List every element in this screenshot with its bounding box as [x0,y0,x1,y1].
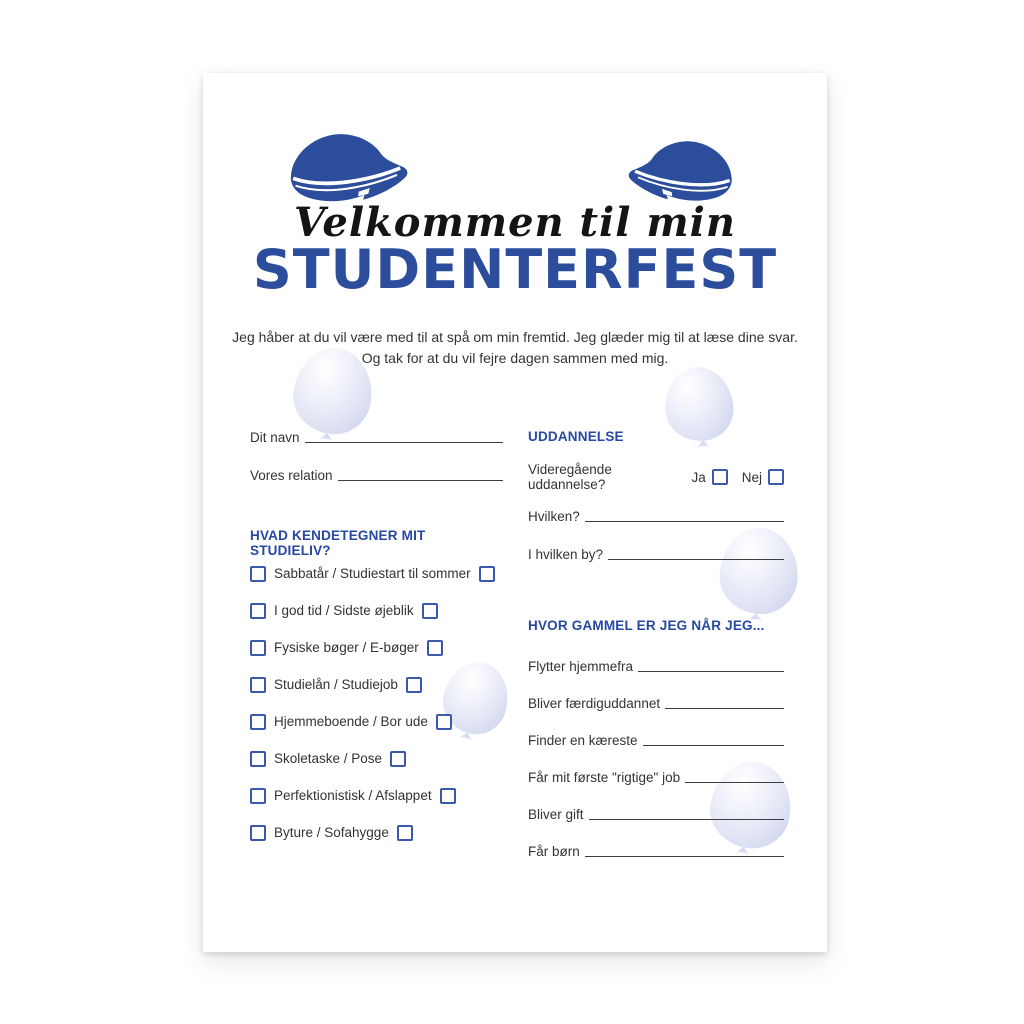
checkbox[interactable] [397,825,413,841]
checkbox[interactable] [250,751,266,767]
checkbox[interactable] [250,788,266,804]
checkbox-label: Hjemmeboende / Bor ude [274,714,428,729]
studieliv-checkbox-list [250,564,503,842]
intro-line-1: Jeg håber at du vil være med til at spå om min fremtid. Jeg glæder mig til at læse dine svar. [232,329,798,345]
right-column [528,429,784,878]
write-in-field [528,730,784,750]
alder-field-list [528,656,784,861]
write-in-field [528,804,784,824]
no-option [742,469,784,485]
field-label: Hvilken? [528,509,580,524]
write-line [608,559,784,560]
checkbox-row [250,786,503,805]
checkbox-label: Sabbatår / Studiestart til sommer [274,566,471,581]
checkbox-label: Skoletaske / Pose [274,751,383,766]
write-in-field [528,693,784,713]
write-in-field [528,542,784,564]
write-in-field [250,425,503,447]
field-label: I hvilken by? [528,547,604,562]
write-line [685,782,784,783]
section-heading-studieliv: HVAD KENDETEGNER MIT STUDIELIV? [250,528,426,558]
checkbox[interactable] [479,566,495,582]
checkbox[interactable] [250,566,266,582]
checkbox[interactable] [436,714,452,730]
intro-text [203,327,827,369]
checkbox[interactable] [250,714,266,730]
intro-line-2: Og tak for at du vil fejre dagen sammen med mig. [361,350,669,366]
field-label: Vores relation [250,468,333,483]
field-label: Dit navn [250,430,300,445]
field-label: Får mit første "rigtige" job [528,770,681,785]
checkbox-row [250,564,503,583]
checkbox-row [250,823,503,842]
write-in-field [528,656,784,676]
section-heading-alder: HVOR GAMMEL ER JEG NÅR JEG... [528,618,765,633]
checkbox-label: Fysiske bøger / E-bøger [274,640,419,655]
field-label: Flytter hjemmefra [528,659,634,674]
write-line [338,480,503,481]
field-label: Får børn [528,844,580,859]
subtitle-script: Velkommen til min [294,199,736,246]
write-line [305,442,503,443]
checkbox-row [250,601,503,620]
checkbox[interactable] [440,788,456,804]
write-in-field [528,504,784,526]
checkbox-row [250,749,503,768]
section-heading-uddannelse: UDDANNELSE [528,429,624,444]
checkbox[interactable] [427,640,443,656]
no-label: Nej [741,469,762,485]
name-fields [250,425,503,485]
uddannelse-fields [528,504,784,564]
checkbox[interactable] [390,751,406,767]
checkbox-label: Byture / Sofahygge [274,825,389,840]
yes-option [691,469,727,485]
checkbox[interactable] [250,603,266,619]
uddannelse-question-row [528,462,784,492]
checkbox[interactable] [768,469,784,485]
flyer-page [203,73,827,952]
write-line [585,856,784,857]
write-line [585,521,784,522]
write-line [589,819,784,820]
question-label: Videregående uddannelse? [528,462,612,492]
checkbox[interactable] [250,640,266,656]
write-line [665,708,784,709]
checkbox-label: I god tid / Sidste øjeblik [274,603,414,618]
checkbox-label: Studielån / Studiejob [274,677,398,692]
write-line [638,671,784,672]
field-label: Bliver færdiguddannet [528,696,661,711]
write-in-field [250,463,503,485]
checkbox-row [250,712,503,731]
write-in-field [528,841,784,861]
yes-label: Ja [691,469,706,485]
checkbox-row [250,638,503,657]
field-label: Bliver gift [528,807,584,822]
checkbox[interactable] [250,825,266,841]
field-label: Finder en kæreste [528,733,638,748]
write-line [643,745,784,746]
write-in-field [528,767,784,787]
checkbox[interactable] [422,603,438,619]
checkbox[interactable] [250,677,266,693]
checkbox[interactable] [712,469,728,485]
checkbox-row [250,675,503,694]
left-column [250,425,503,860]
checkbox[interactable] [406,677,422,693]
checkbox-label: Perfektionistisk / Afslappet [274,788,432,803]
page-title: STUDENTERFEST [252,238,778,301]
